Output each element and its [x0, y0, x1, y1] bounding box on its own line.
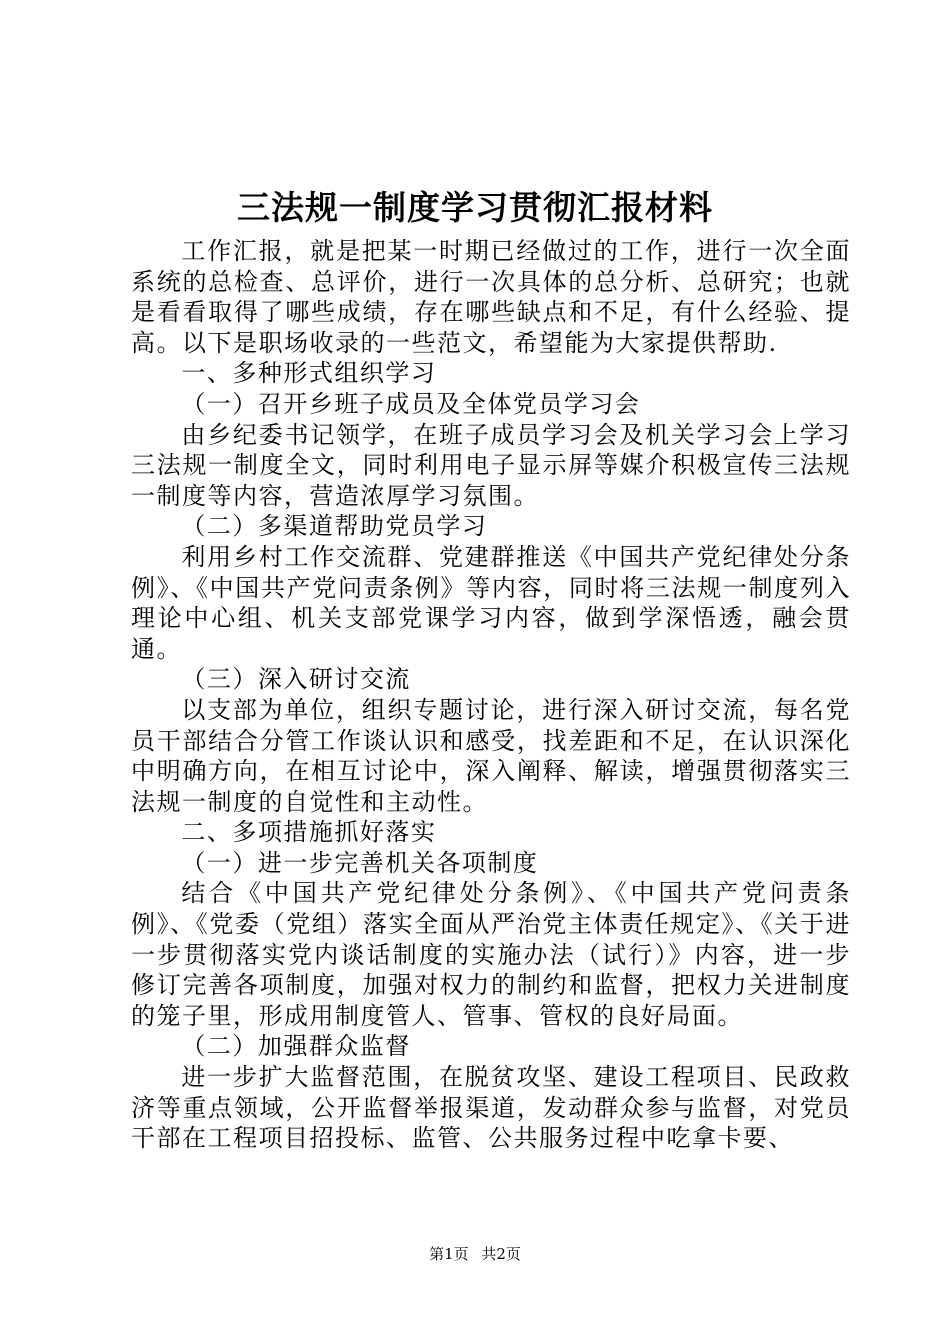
subsection-heading-1-1: （一）召开乡班子成员及全体党员学习会: [181, 389, 641, 418]
subsection-heading-2-2: （二）加强群众监督: [181, 1032, 411, 1061]
document-title: 三法规一制度学习贯彻汇报材料: [237, 188, 713, 227]
page-total: 共2页: [481, 1245, 521, 1263]
page-footer: [0, 1244, 950, 1264]
intro-paragraph: 工作汇报，就是把某一时期已经做过的工作，进行一次全面系统的总检查、总评价，进行一次具体的总分析、总研究；也就是看看取得了哪些成绩，存在哪些缺点和不足，有什么经验、提高。以下是职场收录的一些范文，希望能为大家提供帮助.: [131, 237, 851, 357]
subsection-heading-2-1: （一）进一步完善机关各项制度: [181, 848, 539, 877]
subsection-heading-1-2: （二）多渠道帮助党员学习: [181, 512, 488, 541]
body-paragraph: 结合《中国共产党纪律处分条例》、《中国共产党问责条例》、《党委（党组）落实全面从严治党主体责任规定》、《关于进一步贯彻落实党内谈话制度的实施办法（试行）》内容，进一步修订完善各项制度，加强对权力的制约和监督，把权力关进制度的笼子里，形成用制度管人、管事、管权的良好局面。: [131, 879, 851, 1030]
document-body: [131, 236, 851, 1154]
page-number: 第1页: [429, 1245, 469, 1263]
body-paragraph: 利用乡村工作交流群、党建群推送《中国共产党纪律处分条例》、《中国共产党问责条例》等内容，同时将三法规一制度列入理论中心组、机关支部党课学习内容，做到学深悟透，融会贯通。: [131, 542, 851, 663]
section-heading-2: 二、多项措施抓好落实: [181, 818, 437, 847]
subsection-heading-1-3: （三）深入研讨交流: [181, 665, 411, 694]
body-paragraph: 以支部为单位，组织专题讨论，进行深入研讨交流，每名党员干部结合分管工作谈认识和感受，找差距和不足，在认识深化中明确方向，在相互讨论中，深入阐释、解读，增强贯彻落实三法规一制度的自觉性和主动性。: [131, 695, 851, 816]
section-heading-1: 一、多种形式组织学习: [181, 359, 437, 388]
body-paragraph: 由乡纪委书记领学，在班子成员学习会及机关学习会上学习三法规一制度全文，同时利用电子显示屏等媒介积极宣传三法规一制度等内容，营造浓厚学习氛围。: [131, 420, 851, 510]
body-paragraph: 进一步扩大监督范围，在脱贫攻坚、建设工程项目、民政救济等重点领域，公开监督举报渠道，发动群众参与监督，对党员干部在工程项目招投标、监管、公共服务过程中吃拿卡要、: [131, 1063, 851, 1153]
